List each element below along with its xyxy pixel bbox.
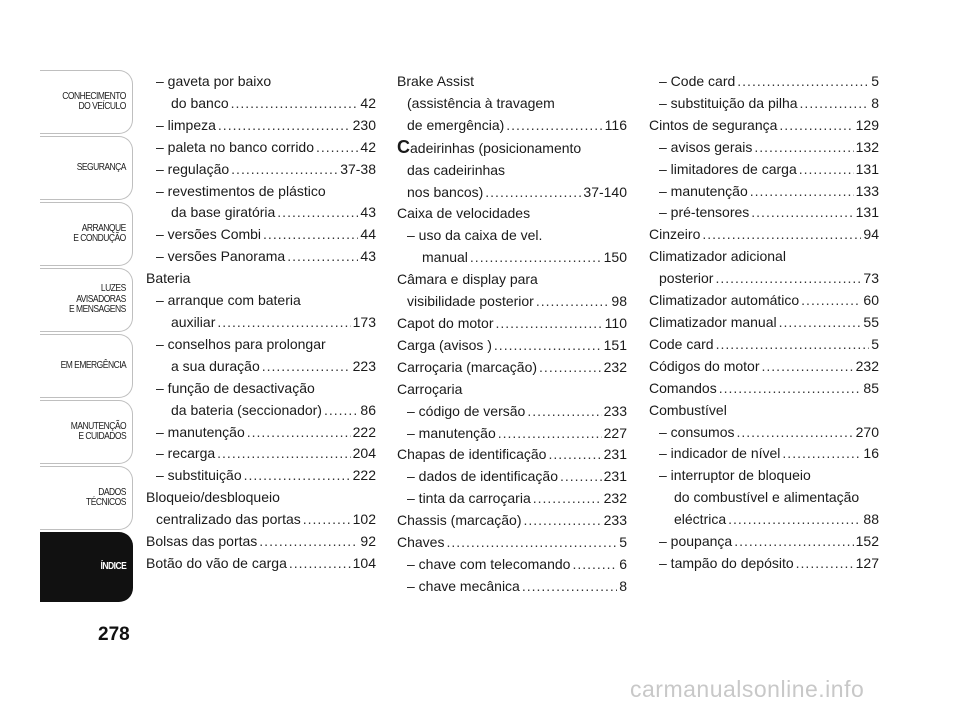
index-entry[interactable]: – tampão do depósito ..... 127 <box>649 553 879 575</box>
index-column-2 <box>397 71 627 598</box>
tab-arranque[interactable] <box>40 202 133 266</box>
index-entry[interactable]: Chassis (marcação) ..... 233 <box>397 510 627 532</box>
index-entry[interactable]: – manutenção ..... 133 <box>649 181 879 203</box>
index-entry: – revestimentos de plástico <box>156 182 326 199</box>
tab-label: LUZES AVISADORAS E MENSAGENS <box>69 283 126 316</box>
index-entry[interactable]: Cintos de segurança ..... 129 <box>649 115 879 137</box>
index-entry: – uso da caixa de vel. <box>407 227 543 244</box>
tab-manutencao[interactable] <box>40 400 133 464</box>
index-heading: Carroçaria <box>397 380 463 397</box>
index-entry[interactable]: – paleta no banco corrido ..... 42 <box>146 137 376 159</box>
index-entry[interactable]: Carroçaria (marcação) ..... 232 <box>397 357 627 379</box>
index-entry[interactable]: da base giratória ..... 43 <box>146 202 376 224</box>
index-entry: – função de desactivação <box>156 379 315 396</box>
index-entry[interactable]: Cinzeiro ..... 94 <box>649 224 879 246</box>
index-entry[interactable]: a sua duração ..... 223 <box>146 356 376 378</box>
index-entry: das cadeirinhas <box>407 161 506 178</box>
index-entry[interactable]: – versões Panorama ..... 43 <box>146 246 376 268</box>
index-entry[interactable]: visibilidade posterior ..... 98 <box>397 291 627 313</box>
index-entry[interactable]: de emergência) ..... 116 <box>397 115 627 137</box>
tab-dados[interactable] <box>40 466 133 530</box>
index-heading: Brake Assist <box>397 73 475 89</box>
index-entry: – conselhos para prolongar <box>156 335 326 352</box>
tab-emergencia[interactable] <box>40 334 133 398</box>
index-entry[interactable]: – chave com telecomando ..... 6 <box>397 554 627 576</box>
index-entry[interactable]: Chapas de identificação ..... 231 <box>397 444 627 466</box>
index-heading: Bloqueio/desbloqueio <box>146 489 280 506</box>
index-entry[interactable]: – versões Combi ..... 44 <box>146 224 376 246</box>
index-entry[interactable]: – limitadores de carga ..... 131 <box>649 159 879 181</box>
index-entry[interactable]: – código de versão ..... 233 <box>397 401 627 423</box>
index-entry[interactable]: Capot do motor ..... 110 <box>397 313 627 335</box>
index-entry[interactable]: – Code card ..... 5 <box>649 71 879 93</box>
tab-label: EM EMERGÊNCIA <box>60 359 126 371</box>
index-entry: do combustível e alimentação <box>674 489 860 506</box>
index-entry: – arranque com bateria <box>156 292 301 309</box>
index-entry[interactable]: auxiliar ..... 173 <box>146 312 376 334</box>
index-entry[interactable]: – substituição ..... 222 <box>146 465 376 487</box>
index-heading: Câmara e display para <box>397 271 538 288</box>
index-entry[interactable]: – indicador de nível ..... 16 <box>649 443 879 465</box>
index-entry[interactable]: manual ..... 150 <box>397 247 627 269</box>
index-entry: (assistência à travagem <box>407 94 555 111</box>
index-entry[interactable]: Comandos ..... 85 <box>649 378 879 400</box>
index-entry[interactable]: do banco ..... 42 <box>146 93 376 115</box>
index-entry[interactable]: Carga (avisos ) ..... 151 <box>397 335 627 357</box>
index-heading: Climatizador adicional <box>649 248 786 265</box>
letter-initial: C <box>397 136 410 157</box>
index-entry[interactable]: nos bancos) ..... 37-140 <box>397 182 627 204</box>
index-column-1 <box>146 71 376 575</box>
tab-label: CONHECIMENTO DO VEÍCULO <box>62 90 126 112</box>
index-column-3 <box>649 71 879 575</box>
index-entry[interactable]: – pré-tensores ..... 131 <box>649 202 879 224</box>
tab-label: SEGURANÇA <box>76 161 126 173</box>
index-heading: Combustível <box>649 401 727 418</box>
index-entry[interactable]: – poupança ..... 152 <box>649 531 879 553</box>
index-entry[interactable]: Climatizador manual ..... 55 <box>649 312 879 334</box>
index-entry: – interruptor de bloqueio <box>659 467 811 484</box>
index-entry[interactable]: – avisos gerais ..... 132 <box>649 137 879 159</box>
index-entry: – gaveta por baixo <box>156 73 272 89</box>
chapter-tabs <box>40 70 133 604</box>
index-entry[interactable]: – consumos ..... 270 <box>649 422 879 444</box>
index-entry[interactable]: da bateria (seccionador) ..... 86 <box>146 400 376 422</box>
index-entry[interactable]: Códigos do motor ..... 232 <box>649 356 879 378</box>
page-number: 278 <box>98 624 130 645</box>
tab-label: ÍNDICE <box>100 560 126 572</box>
index-entry[interactable]: Code card ..... 5 <box>649 334 879 356</box>
tab-seguranca[interactable] <box>40 136 133 200</box>
index-entry[interactable]: Climatizador automático ..... 60 <box>649 290 879 312</box>
tab-indice[interactable] <box>40 532 133 602</box>
index-entry[interactable]: – substituição da pilha ..... 8 <box>649 93 879 115</box>
index-entry[interactable]: posterior ..... 73 <box>649 268 879 290</box>
index-entry[interactable]: – regulação ..... 37-38 <box>146 159 376 181</box>
index-entry[interactable]: – tinta da carroçaria ..... 232 <box>397 488 627 510</box>
index-entry[interactable]: – dados de identificação ..... 231 <box>397 466 627 488</box>
index-entry[interactable]: – limpeza ..... 230 <box>146 115 376 137</box>
tab-luzes[interactable] <box>40 268 133 332</box>
index-entry[interactable]: Chaves ..... 5 <box>397 532 627 554</box>
index-entry[interactable]: – manutenção ..... 227 <box>397 423 627 445</box>
index-entry[interactable]: – chave mecânica ..... 8 <box>397 576 627 598</box>
index-heading: Caixa de velocidades <box>397 205 531 222</box>
tab-label: DADOS TÉCNICOS <box>86 486 126 508</box>
tab-label: ARRANQUE E CONDUÇÃO <box>73 222 126 244</box>
index-heading: Bateria <box>146 270 191 287</box>
index-entry[interactable]: centralizado das portas ..... 102 <box>146 509 376 531</box>
tab-conhecimento[interactable] <box>40 70 133 134</box>
tab-label: MANUTENÇÃO E CUIDADOS <box>70 420 126 442</box>
watermark: carmanualsonline.info <box>630 676 865 702</box>
index-entry[interactable]: – recarga ..... 204 <box>146 443 376 465</box>
index-heading: Cadeirinhas (posicionamento <box>397 136 582 157</box>
index-entry[interactable]: eléctrica ..... 88 <box>649 509 879 531</box>
index-entry[interactable]: Botão do vão de carga ..... 104 <box>146 553 376 575</box>
index-entry[interactable]: Bolsas das portas ..... 92 <box>146 531 376 553</box>
index-entry[interactable]: – manutenção ..... 222 <box>146 422 376 444</box>
